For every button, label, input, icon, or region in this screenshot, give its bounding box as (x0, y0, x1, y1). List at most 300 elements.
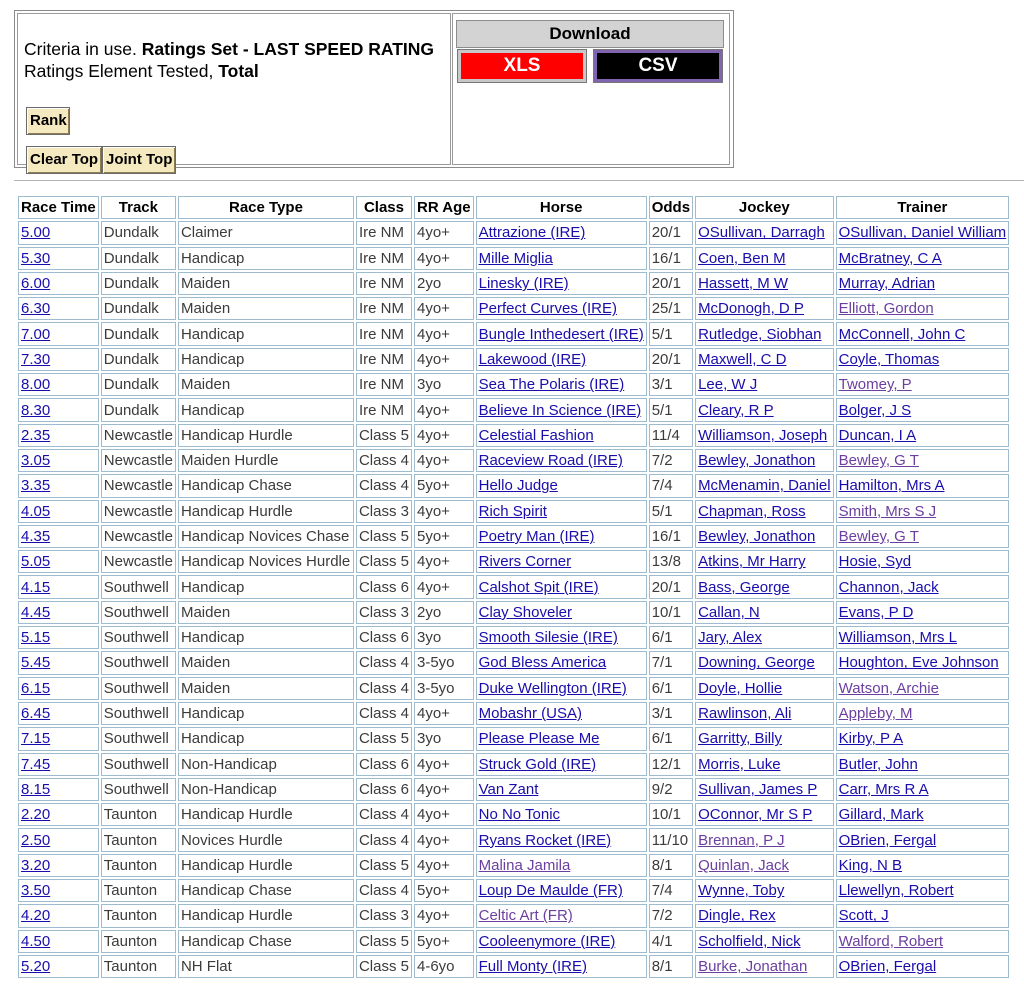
horse-link[interactable]: Please Please Me (478, 730, 600, 748)
horse-link[interactable]: Loup De Maulde (FR) (478, 882, 623, 900)
header-trainer[interactable]: Trainer (836, 196, 1010, 219)
odds-cell: 4/1 (649, 930, 693, 953)
track-cell: Taunton (101, 904, 176, 927)
jockey-link[interactable]: Scholfield, Nick (698, 932, 801, 950)
track-cell: Southwell (101, 753, 176, 776)
track-cell: Taunton (101, 803, 176, 826)
horse-link[interactable]: Poetry Man (IRE) (478, 528, 595, 545)
time-cell (18, 854, 99, 877)
trainer-link[interactable]: Bolger, J S (838, 401, 912, 419)
horse-link[interactable]: Raceview Road (IRE) (478, 452, 623, 470)
jockey-link[interactable]: Williamson, Joseph (698, 426, 828, 444)
race-time-link[interactable]: 3.50 (21, 882, 51, 900)
class-cell: Class 4 (356, 803, 412, 826)
class-cell: Class 4 (356, 449, 412, 472)
jockey-link[interactable]: Rawlinson, Ali (698, 705, 792, 723)
class-cell: Class 3 (356, 500, 412, 523)
jockey-cell (695, 500, 834, 523)
jockey-link[interactable]: Callan, N (698, 603, 760, 621)
trainer-link[interactable]: Smith, Mrs S J (838, 502, 937, 520)
criteria-line1-prefix: Criteria in use. (24, 39, 137, 59)
type-cell: Handicap Chase (178, 474, 354, 497)
jockey-link[interactable]: OConnor, Mr S P (698, 806, 813, 824)
horse-link[interactable]: Clay Shoveler (478, 603, 573, 621)
track-cell: Southwell (101, 651, 176, 674)
jockey-link[interactable]: Lee, W J (698, 376, 758, 394)
header-rr-age[interactable]: RR Age (414, 196, 474, 219)
track-cell: Dundalk (101, 272, 176, 295)
horse-link[interactable]: Sea The Polaris (IRE) (478, 376, 625, 394)
race-time-link[interactable]: 6.30 (21, 300, 51, 318)
horse-cell (476, 373, 647, 396)
age-cell: 4yo+ (414, 803, 474, 826)
joint-top-button[interactable] (102, 146, 176, 174)
horse-link[interactable]: Believe In Science (IRE) (478, 401, 642, 419)
trainer-link[interactable]: OBrien, Fergal (838, 831, 937, 849)
trainer-cell (836, 753, 1010, 776)
trainer-link[interactable]: Butler, John (838, 755, 918, 773)
class-cell: Class 4 (356, 474, 412, 497)
odds-cell: 5/1 (649, 398, 693, 421)
class-cell: Class 4 (356, 651, 412, 674)
table-row (18, 500, 1009, 523)
trainer-link[interactable]: Kirby, P A (838, 730, 904, 748)
class-cell: Ire NM (356, 221, 412, 244)
jockey-link[interactable]: Maxwell, C D (698, 350, 787, 368)
time-cell (18, 373, 99, 396)
age-cell: 3yo (414, 727, 474, 750)
jockey-cell (695, 854, 834, 877)
odds-cell: 5/1 (649, 500, 693, 523)
type-cell: Handicap Hurdle (178, 803, 354, 826)
odds-cell: 20/1 (649, 575, 693, 598)
jockey-cell (695, 373, 834, 396)
table-row (18, 677, 1009, 700)
time-cell (18, 322, 99, 345)
class-cell: Class 6 (356, 626, 412, 649)
time-cell (18, 753, 99, 776)
type-cell: Handicap Chase (178, 930, 354, 953)
trainer-link[interactable]: Carr, Mrs R A (838, 780, 929, 798)
trainer-cell (836, 398, 1010, 421)
type-cell: Handicap (178, 702, 354, 725)
table-row (18, 348, 1009, 371)
trainer-link[interactable]: Scott, J (838, 907, 889, 925)
horse-link[interactable]: Celtic Art (FR) (478, 907, 573, 925)
trainer-cell (836, 322, 1010, 345)
odds-cell: 11/4 (649, 424, 693, 447)
horse-link[interactable]: Struck Gold (IRE) (478, 755, 597, 773)
header-odds[interactable]: Odds (649, 196, 693, 219)
trainer-cell (836, 500, 1010, 523)
horse-link[interactable]: Full Monty (IRE) (478, 958, 587, 976)
jockey-cell (695, 753, 834, 776)
jockey-cell (695, 904, 834, 927)
class-cell: Class 5 (356, 854, 412, 877)
jockey-cell (695, 677, 834, 700)
trainer-link[interactable]: Elliott, Gordon (838, 300, 934, 318)
type-cell: Handicap (178, 348, 354, 371)
horse-cell (476, 272, 647, 295)
horse-cell (476, 221, 647, 244)
horse-link[interactable]: Lakewood (IRE) (478, 350, 587, 368)
horse-link[interactable]: Celestial Fashion (478, 426, 594, 444)
class-cell: Class 3 (356, 601, 412, 624)
horse-link[interactable]: Smooth Silesie (IRE) (478, 629, 618, 647)
jockey-cell (695, 322, 834, 345)
odds-cell: 9/2 (649, 778, 693, 801)
race-time-link[interactable]: 8.15 (21, 780, 51, 798)
race-time-link[interactable]: 2.35 (21, 426, 51, 444)
table-row (18, 474, 1009, 497)
table-row (18, 854, 1009, 877)
table-row (18, 727, 1009, 750)
age-cell: 4yo+ (414, 702, 474, 725)
jockey-link[interactable]: Downing, George (698, 654, 815, 672)
jockey-link[interactable]: Jary, Alex (698, 629, 762, 647)
trainer-cell (836, 879, 1010, 902)
horse-cell (476, 828, 647, 851)
trainer-cell (836, 272, 1010, 295)
header-track[interactable]: Track (101, 196, 176, 219)
type-cell: Maiden (178, 677, 354, 700)
trainer-link[interactable]: Walford, Robert (838, 932, 944, 950)
class-cell: Class 5 (356, 525, 412, 548)
time-cell (18, 601, 99, 624)
jockey-link[interactable]: McMenamin, Daniel (698, 477, 831, 495)
trainer-link[interactable]: Murray, Adrian (838, 275, 936, 293)
header-race-time[interactable]: Race Time (18, 196, 99, 219)
race-time-link[interactable]: 4.35 (21, 528, 51, 545)
horse-link[interactable]: Van Zant (478, 780, 539, 798)
download-xls-button[interactable]: XLS (458, 50, 586, 82)
jockey-link[interactable]: Hassett, M W (698, 275, 789, 293)
race-time-link[interactable]: 4.05 (21, 502, 51, 520)
odds-cell: 10/1 (649, 601, 693, 624)
time-cell (18, 398, 99, 421)
race-time-link[interactable]: 2.50 (21, 831, 51, 849)
type-cell: Maiden (178, 297, 354, 320)
track-cell: Taunton (101, 955, 176, 978)
jockey-link[interactable]: Coen, Ben M (698, 249, 786, 267)
jockey-link[interactable]: Quinlan, Jack (698, 856, 789, 874)
horse-cell (476, 322, 647, 345)
track-cell: Newcastle (101, 500, 176, 523)
horse-link[interactable]: Mobashr (USA) (478, 705, 582, 723)
header-class[interactable]: Class (356, 196, 412, 219)
time-cell (18, 955, 99, 978)
odds-cell: 7/1 (649, 651, 693, 674)
jockey-link[interactable]: Brennan, P J (698, 831, 785, 849)
odds-cell: 16/1 (649, 525, 693, 548)
trainer-cell (836, 904, 1010, 927)
age-cell: 5yo+ (414, 474, 474, 497)
header-jockey[interactable]: Jockey (695, 196, 834, 219)
odds-cell: 5/1 (649, 322, 693, 345)
age-cell: 4yo+ (414, 297, 474, 320)
race-time-link[interactable]: 5.00 (21, 224, 51, 242)
class-cell: Ire NM (356, 297, 412, 320)
race-time-link[interactable]: 8.00 (21, 376, 51, 394)
odds-cell: 3/1 (649, 373, 693, 396)
horse-link[interactable]: Bungle Inthedesert (IRE) (478, 325, 644, 343)
race-time-link[interactable]: 6.45 (21, 705, 51, 723)
horse-link[interactable]: God Bless America (478, 654, 607, 672)
race-time-link[interactable]: 3.35 (21, 477, 51, 495)
horse-link[interactable]: Mille Miglia (478, 249, 553, 267)
trainer-link[interactable]: Houghton, Eve Johnson (838, 654, 999, 672)
age-cell: 3-5yo (414, 677, 474, 700)
horse-cell (476, 626, 647, 649)
horse-link[interactable]: Duke Wellington (IRE) (478, 679, 627, 697)
trainer-link[interactable]: Twomey, P (838, 376, 912, 394)
age-cell: 4yo+ (414, 424, 474, 447)
table-row (18, 525, 1009, 548)
horse-link[interactable]: Malina Jamila (478, 856, 571, 874)
trainer-link[interactable]: McBratney, C A (838, 249, 942, 267)
race-time-link[interactable]: 2.20 (21, 806, 51, 824)
table-row (18, 879, 1009, 902)
table-row (18, 373, 1009, 396)
trainer-link[interactable]: Hamilton, Mrs A (838, 477, 945, 495)
trainer-cell (836, 803, 1010, 826)
age-cell: 4yo+ (414, 854, 474, 877)
race-time-link[interactable]: 5.05 (21, 553, 51, 571)
jockey-link[interactable]: Chapman, Ross (698, 502, 806, 520)
trainer-cell (836, 221, 1010, 244)
trainer-link[interactable]: Williamson, Mrs L (838, 629, 957, 647)
type-cell: Maiden Hurdle (178, 449, 354, 472)
criteria-panel (14, 10, 734, 168)
race-time-link[interactable]: 7.00 (21, 325, 51, 343)
track-cell: Dundalk (101, 247, 176, 270)
trainer-link[interactable]: Evans, P D (838, 603, 914, 621)
track-cell: Southwell (101, 727, 176, 750)
type-cell: Maiden (178, 373, 354, 396)
time-cell (18, 424, 99, 447)
jockey-cell (695, 398, 834, 421)
trainer-link[interactable]: Llewellyn, Robert (838, 882, 954, 900)
age-cell: 4yo+ (414, 828, 474, 851)
horse-link[interactable]: Ryans Rocket (IRE) (478, 831, 612, 849)
rank-button[interactable] (26, 107, 70, 135)
race-time-link[interactable]: 3.05 (21, 452, 51, 470)
jockey-link[interactable]: Burke, Jonathan (698, 958, 808, 976)
jockey-cell (695, 449, 834, 472)
horse-link[interactable]: Perfect Curves (IRE) (478, 300, 617, 318)
trainer-cell (836, 930, 1010, 953)
table-row (18, 651, 1009, 674)
horse-link[interactable]: Cooleenymore (IRE) (478, 932, 616, 950)
odds-cell: 7/4 (649, 879, 693, 902)
odds-cell: 6/1 (649, 727, 693, 750)
track-cell: Taunton (101, 930, 176, 953)
age-cell: 4yo+ (414, 221, 474, 244)
horse-cell (476, 930, 647, 953)
jockey-link[interactable]: OSullivan, Darragh (698, 224, 825, 242)
jockey-cell (695, 424, 834, 447)
race-time-link[interactable]: 5.30 (21, 249, 51, 267)
type-cell: Non-Handicap (178, 753, 354, 776)
horse-link[interactable]: Calshot Spit (IRE) (478, 578, 599, 596)
odds-cell: 7/4 (649, 474, 693, 497)
header-horse[interactable]: Horse (476, 196, 647, 219)
class-cell: Class 4 (356, 702, 412, 725)
jockey-link[interactable]: Bewley, Jonathon (698, 452, 816, 470)
class-cell: Class 4 (356, 677, 412, 700)
age-cell: 4yo+ (414, 322, 474, 345)
type-cell: Maiden (178, 601, 354, 624)
horse-cell (476, 904, 647, 927)
jockey-cell (695, 879, 834, 902)
age-cell: 3yo (414, 373, 474, 396)
age-cell: 4yo+ (414, 398, 474, 421)
header-race-type[interactable]: Race Type (178, 196, 354, 219)
race-time-link[interactable]: 3.20 (21, 856, 51, 874)
odds-cell: 6/1 (649, 626, 693, 649)
trainer-link[interactable]: Watson, Archie (838, 679, 939, 697)
type-cell: Handicap Hurdle (178, 854, 354, 877)
type-cell: NH Flat (178, 955, 354, 978)
race-time-link[interactable]: 7.30 (21, 350, 51, 368)
trainer-link[interactable]: Appleby, M (838, 705, 913, 723)
table-row (18, 930, 1009, 953)
class-cell: Class 6 (356, 753, 412, 776)
trainer-link[interactable]: Gillard, Mark (838, 806, 924, 824)
odds-cell: 20/1 (649, 348, 693, 371)
track-cell: Southwell (101, 677, 176, 700)
trainer-link[interactable]: Coyle, Thomas (838, 350, 940, 368)
age-cell: 5yo+ (414, 879, 474, 902)
trainer-link[interactable]: OBrien, Fergal (838, 958, 937, 976)
time-cell (18, 500, 99, 523)
time-cell (18, 272, 99, 295)
type-cell: Handicap Hurdle (178, 500, 354, 523)
jockey-link[interactable]: Rutledge, Siobhan (698, 325, 822, 343)
race-time-link[interactable]: 4.15 (21, 578, 51, 596)
table-row (18, 247, 1009, 270)
horse-link[interactable]: Rich Spirit (478, 502, 547, 520)
trainer-cell (836, 626, 1010, 649)
jockey-link[interactable]: Wynne, Toby (698, 882, 785, 900)
time-cell (18, 550, 99, 573)
class-cell: Class 4 (356, 828, 412, 851)
time-cell (18, 677, 99, 700)
age-cell: 2yo (414, 601, 474, 624)
clear-top-button[interactable] (26, 146, 102, 174)
race-time-link[interactable]: 5.20 (21, 958, 51, 976)
race-time-link[interactable]: 5.15 (21, 629, 51, 647)
horse-link[interactable]: No No Tonic (478, 806, 561, 824)
section-divider (14, 180, 1024, 181)
trainer-link[interactable]: Channon, Jack (838, 578, 939, 596)
time-cell (18, 626, 99, 649)
trainer-cell (836, 828, 1010, 851)
jockey-link[interactable]: Bass, George (698, 578, 790, 596)
table-row (18, 297, 1009, 320)
jockey-link[interactable]: Morris, Luke (698, 755, 781, 773)
trainer-link[interactable]: Bewley, G T (838, 528, 919, 545)
clear-top-button-label: Clear Top (30, 151, 99, 168)
trainer-link[interactable]: McConnell, John C (838, 325, 966, 343)
race-time-link[interactable]: 4.50 (21, 932, 51, 950)
type-cell: Handicap (178, 575, 354, 598)
trainer-link[interactable]: Bewley, G T (838, 452, 919, 470)
class-cell: Ire NM (356, 373, 412, 396)
jockey-cell (695, 803, 834, 826)
race-time-link[interactable]: 8.30 (21, 401, 51, 419)
odds-cell: 8/1 (649, 955, 693, 978)
trainer-cell (836, 702, 1010, 725)
time-cell (18, 575, 99, 598)
horse-cell (476, 247, 647, 270)
class-cell: Class 5 (356, 930, 412, 953)
race-time-link[interactable]: 7.45 (21, 755, 51, 773)
jockey-link[interactable]: Dingle, Rex (698, 907, 776, 925)
horse-link[interactable]: Linesky (IRE) (478, 275, 569, 293)
jockey-link[interactable]: Garritty, Billy (698, 730, 782, 748)
track-cell: Taunton (101, 828, 176, 851)
time-cell (18, 221, 99, 244)
type-cell: Maiden (178, 272, 354, 295)
jockey-link[interactable]: Atkins, Mr Harry (698, 553, 806, 571)
table-row (18, 955, 1009, 978)
trainer-cell (836, 955, 1010, 978)
criteria-ratings-set: Ratings Set - LAST SPEED RATING (141, 39, 435, 59)
race-time-link[interactable]: 4.20 (21, 907, 51, 925)
download-csv-button[interactable]: CSV (594, 50, 722, 82)
trainer-link[interactable]: Hosie, Syd (838, 553, 912, 571)
trainer-cell (836, 677, 1010, 700)
jockey-link[interactable]: Cleary, R P (698, 401, 774, 419)
horse-link[interactable]: Attrazione (IRE) (478, 224, 586, 242)
type-cell: Maiden (178, 651, 354, 674)
trainer-cell (836, 348, 1010, 371)
race-time-link[interactable]: 4.45 (21, 603, 51, 621)
jockey-link[interactable]: McDonogh, D P (698, 300, 804, 318)
jockey-cell (695, 601, 834, 624)
type-cell: Handicap (178, 626, 354, 649)
class-cell: Class 6 (356, 575, 412, 598)
table-row (18, 449, 1009, 472)
horse-link[interactable]: Hello Judge (478, 477, 558, 495)
jockey-link[interactable]: Sullivan, James P (698, 780, 818, 798)
trainer-link[interactable]: OSullivan, Daniel William (838, 224, 1007, 242)
trainer-cell (836, 651, 1010, 674)
horse-cell (476, 525, 647, 548)
horse-link[interactable]: Rivers Corner (478, 553, 572, 571)
track-cell: Dundalk (101, 348, 176, 371)
race-time-link[interactable]: 7.15 (21, 730, 51, 748)
track-cell: Southwell (101, 702, 176, 725)
age-cell: 4yo+ (414, 348, 474, 371)
type-cell: Handicap Hurdle (178, 424, 354, 447)
odds-cell: 13/8 (649, 550, 693, 573)
trainer-link[interactable]: Duncan, I A (838, 426, 917, 444)
race-time-link[interactable]: 6.15 (21, 679, 51, 697)
trainer-cell (836, 297, 1010, 320)
horse-cell (476, 424, 647, 447)
race-time-link[interactable]: 5.45 (21, 654, 51, 672)
trainer-link[interactable]: King, N B (838, 856, 902, 874)
criteria-cell (17, 13, 451, 168)
class-cell: Class 5 (356, 955, 412, 978)
jockey-link[interactable]: Doyle, Hollie (698, 679, 783, 697)
race-time-link[interactable]: 6.00 (21, 275, 51, 293)
odds-cell: 8/1 (649, 854, 693, 877)
age-cell: 2yo (414, 272, 474, 295)
jockey-link[interactable]: Bewley, Jonathon (698, 528, 816, 545)
